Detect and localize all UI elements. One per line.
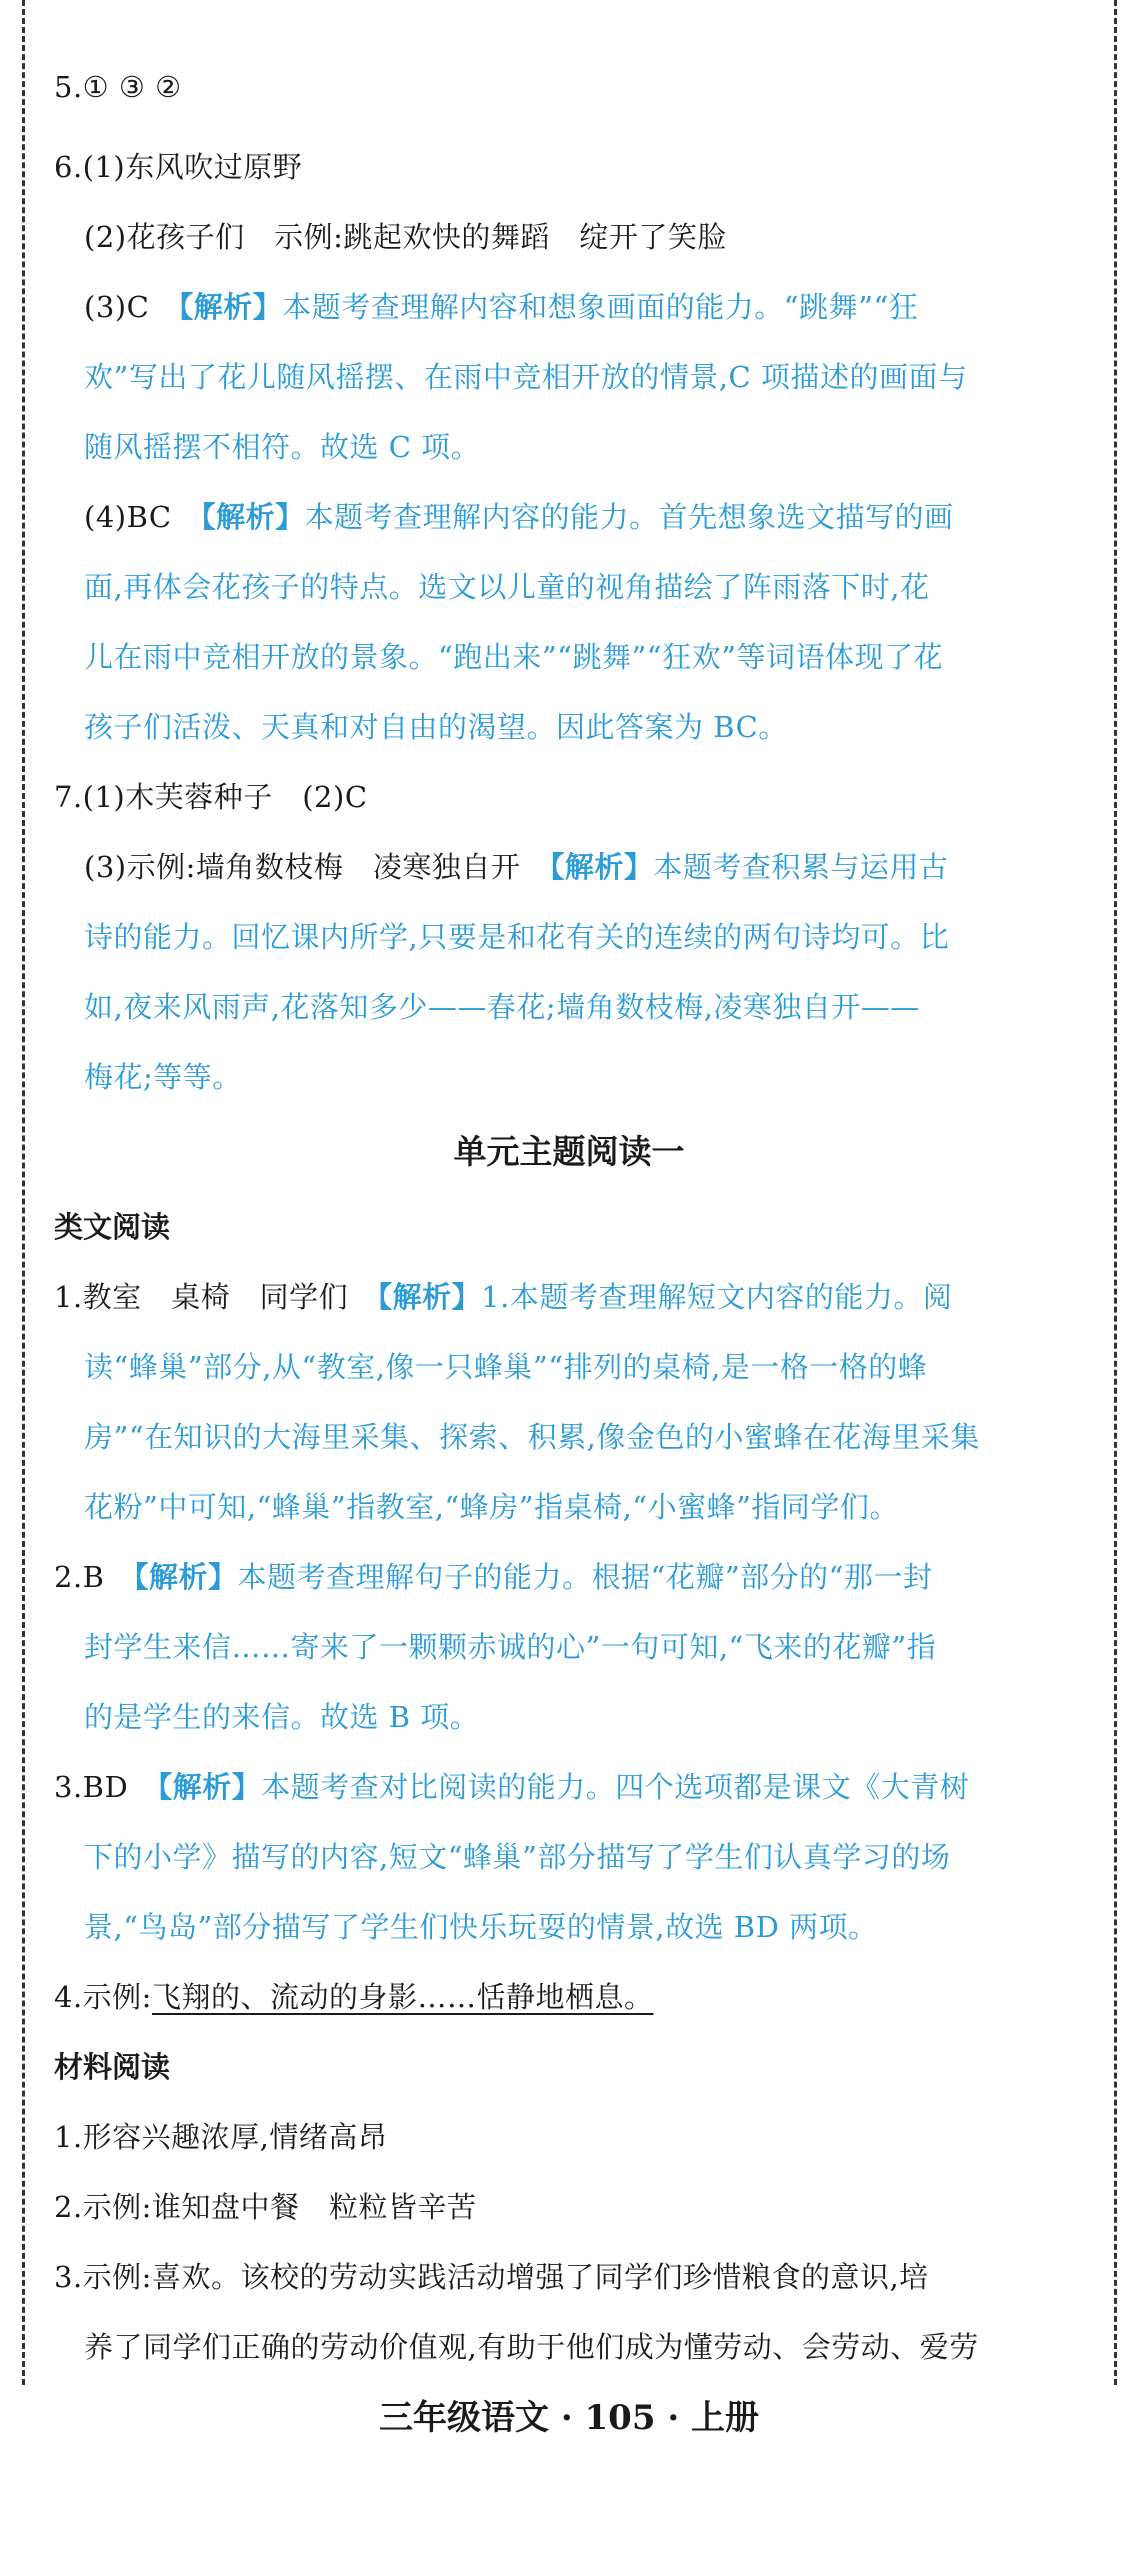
answer-content <box>54 70 1084 2382</box>
reading-answer-1: 1.教室 桌椅 同学们 【解析】1.本题考查理解短文内容的能力。阅 <box>54 1280 953 1314</box>
answer-7-3-cont: 诗的能力。回忆课内所学,只要是和花有关的连续的两句诗均可。比 <box>84 920 950 954</box>
material-answer-1: 1.形容兴趣浓厚,情绪高昂 <box>54 2120 388 2154</box>
answer-6-3-cont: 欢”写出了花儿随风摇摆、在雨中竞相开放的情景,C 项描述的画面与 <box>84 360 968 394</box>
reading-answer-1-cont: 读“蜂巢”部分,从“教室,像一只蜂巢”“排列的桌椅,是一格一格的蜂 <box>84 1350 928 1384</box>
answer-5: 5.① ③ ② <box>54 70 182 104</box>
left-dashed-border <box>22 0 25 2385</box>
reading-answer-2: 2.B 【解析】本题考查理解句子的能力。根据“花瓣”部分的“那一封 <box>54 1560 933 1594</box>
material-answer-2: 2.示例:谁知盘中餐 粒粒皆辛苦 <box>54 2190 477 2224</box>
answer-7-1: 7.(1)木芙蓉种子 (2)C <box>54 780 368 814</box>
answer-6-1: 6.(1)东风吹过原野 <box>54 150 303 184</box>
analysis-tag: 【解析】 <box>201 500 305 534</box>
reading-answer-1-cont: 花粉”中可知,“蜂巢”指教室,“蜂房”指桌椅,“小蜜蜂”指同学们。 <box>84 1490 899 1524</box>
answer-6-4-cont: 孩子们活泼、天真和对自由的渴望。因此答案为 BC。 <box>84 710 788 744</box>
reading-answer-1-cont: 房”“在知识的大海里采集、探索、积累,像金色的小蜜蜂在花海里采集 <box>84 1420 980 1454</box>
material-answer-3: 3.示例:喜欢。该校的劳动实践活动增强了同学们珍惜粮食的意识,培 <box>54 2260 929 2294</box>
answer-6-4-cont: 面,再体会花孩子的特点。选文以儿童的视角描绘了阵雨落下时,花 <box>84 570 930 604</box>
subsection-title: 类文阅读 <box>54 1210 171 1244</box>
analysis-tag: 【解析】 <box>178 290 283 324</box>
section-title: 单元主题阅读一 <box>453 1132 685 1171</box>
material-answer-3-cont: 养了同学们正确的劳动价值观,有助于他们成为懂劳动、会劳动、爱劳 <box>84 2330 979 2364</box>
reading-answer-3-cont: 景,“鸟岛”部分描写了学生们快乐玩耍的情景,故选 BD 两项。 <box>84 1910 878 1944</box>
answer-6-3: (3)C 【解析】本题考查理解内容和想象画面的能力。“跳舞”“狂 <box>84 290 919 324</box>
answer-6-2: (2)花孩子们 示例:跳起欢快的舞蹈 绽开了笑脸 <box>84 220 727 254</box>
analysis-tag: 【解析】 <box>549 850 654 884</box>
reading-answer-3: 3.BD 【解析】本题考查对比阅读的能力。四个选项都是课文《大青树 <box>54 1770 970 1804</box>
analysis-tag: 【解析】 <box>133 1560 238 1594</box>
answer-7-3-cont: 梅花;等等。 <box>84 1060 242 1094</box>
reading-answer-2-cont: 封学生来信……寄来了一颗颗赤诚的心”一句可知,“飞来的花瓣”指 <box>84 1630 937 1664</box>
answer-6-3-cont: 随风摇摆不相符。故选 C 项。 <box>84 430 481 464</box>
reading-answer-2-cont: 的是学生的来信。故选 B 项。 <box>84 1700 480 1734</box>
reading-answer-4: 4.示例:飞翔的、流动的身影……恬静地栖息。 <box>54 1980 654 2014</box>
right-dashed-border <box>1114 0 1117 2385</box>
reading-answer-3-cont: 下的小学》描写的内容,短文“蜂巢”部分描写了学生们认真学习的场 <box>84 1840 951 1874</box>
answer-6-4-cont: 儿在雨中竞相开放的景象。“跑出来”“跳舞”“狂欢”等词语体现了花 <box>84 640 943 674</box>
subsection-title: 材料阅读 <box>54 2050 171 2084</box>
page-footer: 三年级语文 · 105 · 上册 <box>379 2398 759 2438</box>
answer-6-4: (4)BC 【解析】本题考查理解内容的能力。首先想象选文描写的画 <box>84 500 954 534</box>
analysis-tag: 【解析】 <box>157 1770 262 1804</box>
answer-7-3-cont: 如,夜来风雨声,花落知多少——春花;墙角数枝梅,凌寒独自开—— <box>84 990 920 1024</box>
analysis-tag: 【解析】 <box>377 1280 482 1314</box>
answer-7-3: (3)示例:墙角数枝梅 凌寒独自开 【解析】本题考查积累与运用古 <box>84 850 949 884</box>
